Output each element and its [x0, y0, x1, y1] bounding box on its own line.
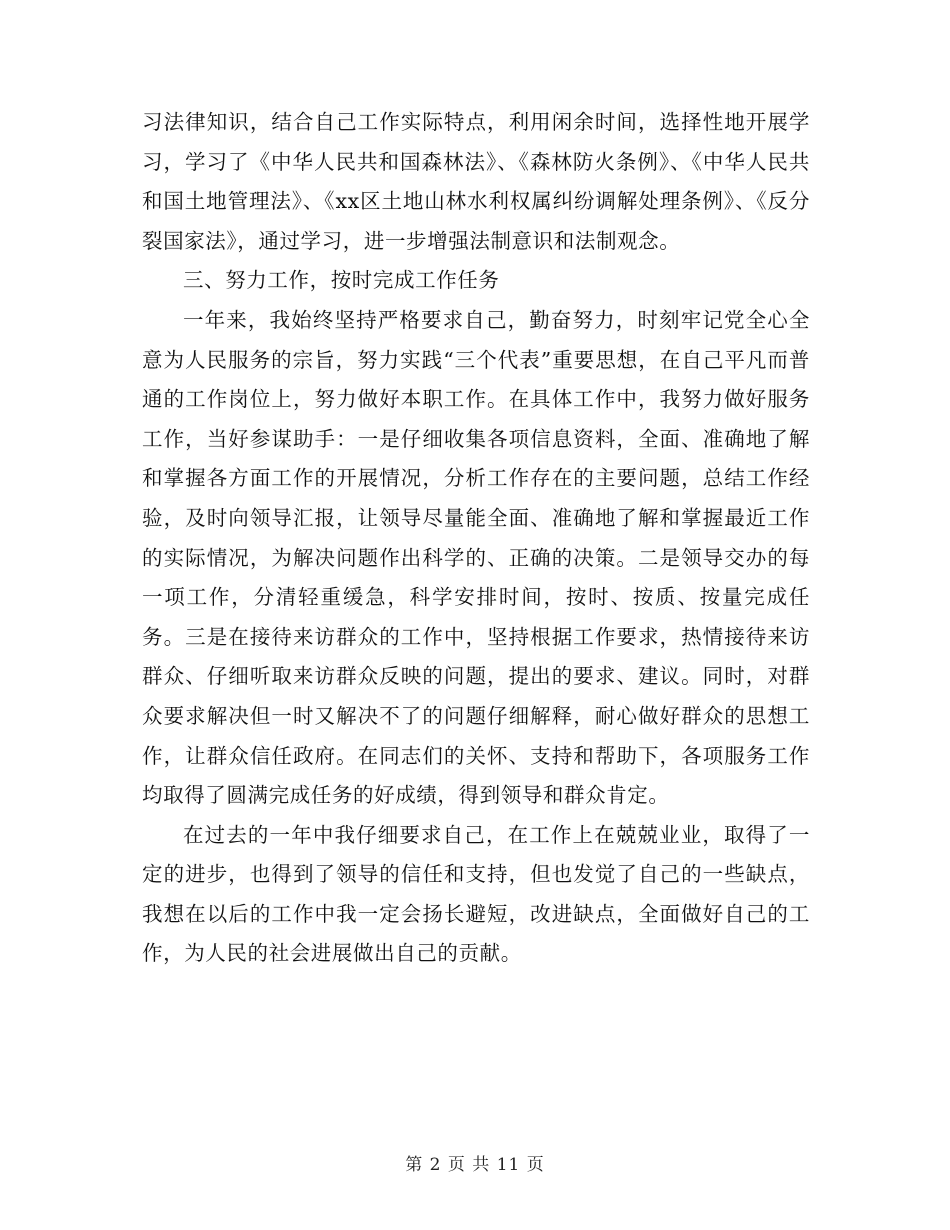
document-body [142, 103, 810, 974]
paragraph-law-study: 习法律知识，结合自己工作实际特点，利用闲余时间，选择性地开展学习，学习了《中华人民共和国森林法》、《森林防火条例》、《中华人民共和国土地管理法》、《xx区土地山林水利权属纠纷调解处理条例》、《反分裂国家法》，通过学习，进一步增强法制意识和法制观念。 [142, 110, 810, 253]
paragraph-summary: 在过去的一年中我仔细要求自己，在工作上在兢兢业业，取得了一定的进步，也得到了领导的信任和支持，但也发觉了自己的一些缺点，我想在以后的工作中我一定会扬长避短，改进缺点，全面做好自己的工作，为人民的社会进展做出自己的贡献。 [142, 822, 810, 966]
section-heading-work: 三、努力工作，按时完成工作任务 [183, 268, 500, 293]
paragraph-work-details: 一年来，我始终坚持严格要求自己，勤奋努力，时刻牢记党全心全意为人民服务的宗旨，努力实践“三个代表”重要思想，在自己平凡而普通的工作岗位上，努力做好本职工作。在具体工作中，我努力做好服务工作，当好参谋助手：一是仔细收集各项信息资料，全面、准确地了解和掌握各方面工作的开展情况，分析工作存在的主要问题，总结工作经验，及时向领导汇报，让领导尽量能全面、准确地了解和掌握最近工作的实际情况，为解决问题作出科学的、正确的决策。二是领导交办的每一项工作，分清轻重缓急，科学安排时间，按时、按质、按量完成任务。三是在接待来访群众的工作中，坚持根据工作要求，热情接待来访群众、仔细听取来访群众反映的问题，提出的要求、建议。同时，对群众要求解决但一时又解决不了的问题仔细解释，耐心做好群众的思想工作，让群众信任政府。在同志们的关怀、支持和帮助下，各项服务工作均取得了圆满完成任务的好成绩，得到领导和群众肯定。 [142, 307, 810, 808]
page-number: 第 2 页 共 11 页 [405, 1155, 545, 1175]
